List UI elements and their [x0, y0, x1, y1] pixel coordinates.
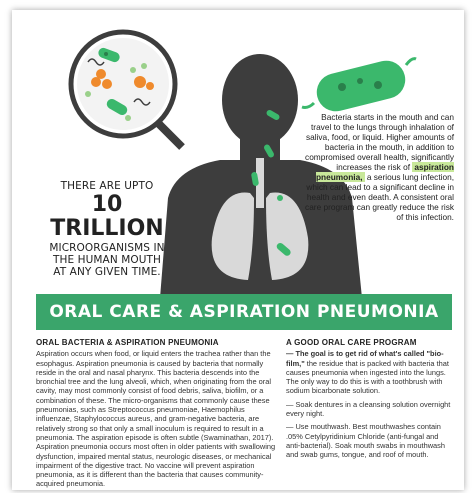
left-column-body: Aspiration occurs when food, or liquid enters the trachea rather than the esophagus. Aspiration pneumonia is caused by bacteria that normally reside in the oral and nasal pharynx. This bacteria descends into the bronchial tree and the lung alveoli, which, when originating from the oral cavity, may most commonly consist of food debris, saliva, biofilm, or a combination of these. The micro-organisms that commonly cause these pneumonias, such as Streptococcus pneumoniae, Haemophilus influenzae, Staphylococcus aureus, and gram-negative bacteria, are relatively strong so that only a small inoculum is required to result in a pneumonia. The aspiration episode is often subtle (Swaminathan, 2017). Aspiration pneumonia occurs most often in older patients with swallowing dysfunction, impaired mental status, neurologic diseases, or mechanical impairment of the digestive tract. No vaccine will prevent aspiration pneumonia, as it is different than the bacteria that causes community-acquired pneumonia. — [36, 349, 276, 489]
pull-quote — [48, 180, 166, 278]
section-banner: ORAL CARE & ASPIRATION PNEUMONIA — [36, 294, 452, 330]
pull-quote-line1: THERE ARE UPTO — [60, 180, 154, 192]
pull-quote-number: 10 TRILLION — [50, 192, 164, 241]
pull-quote-line2: MICROORGANISMS IN THE HUMAN MOUTH AT ANY GIVEN TIME. — [49, 242, 165, 278]
intro-paragraph — [302, 112, 454, 222]
right-column-paragraph-1 — [286, 349, 452, 395]
right-column-text: the residue that is packed with bacteria that causes pneumonia when ingested into the lungs. The only way to do this is with a toothbrush with sodium bicarbonate solution. — [286, 358, 449, 396]
intro-highlight: aspiration pneumonia, — [315, 162, 454, 182]
right-column-heading: A GOOD ORAL CARE PROGRAM — [286, 338, 417, 347]
right-column-paragraph-3: — Use mouthwash. Best mouthwashes contain .05% Cetylpyridinium Chloride (anti-fungal and anti-bacterial). Soak mouth swabs in mouthwash and swab gums, tongue, and roof of mouth. — [286, 422, 445, 460]
right-column-paragraph-2: — Soak dentures in a cleansing solution overnight every night. — [286, 399, 451, 419]
right-column-bold: — The goal is to get rid of what's called "bio-film," — [286, 349, 444, 368]
intro-text: Bacteria starts in the mouth and can travel to the lungs through inhalation of saliva, food, or liquid. Higher amounts of bacteria in the mouth, in addition to compromised overall health, significantly increases the risk of — [305, 112, 454, 172]
left-column — [36, 338, 281, 493]
intro-text-after: a serious lung infection, which can lead to a significant decline in health and even death. A consistent oral care program can greatly reduce the risk of this infection. — [305, 172, 454, 222]
right-column — [286, 338, 452, 464]
left-column-heading: ORAL BACTERIA & ASPIRATION PNEUMONIA — [36, 338, 219, 347]
